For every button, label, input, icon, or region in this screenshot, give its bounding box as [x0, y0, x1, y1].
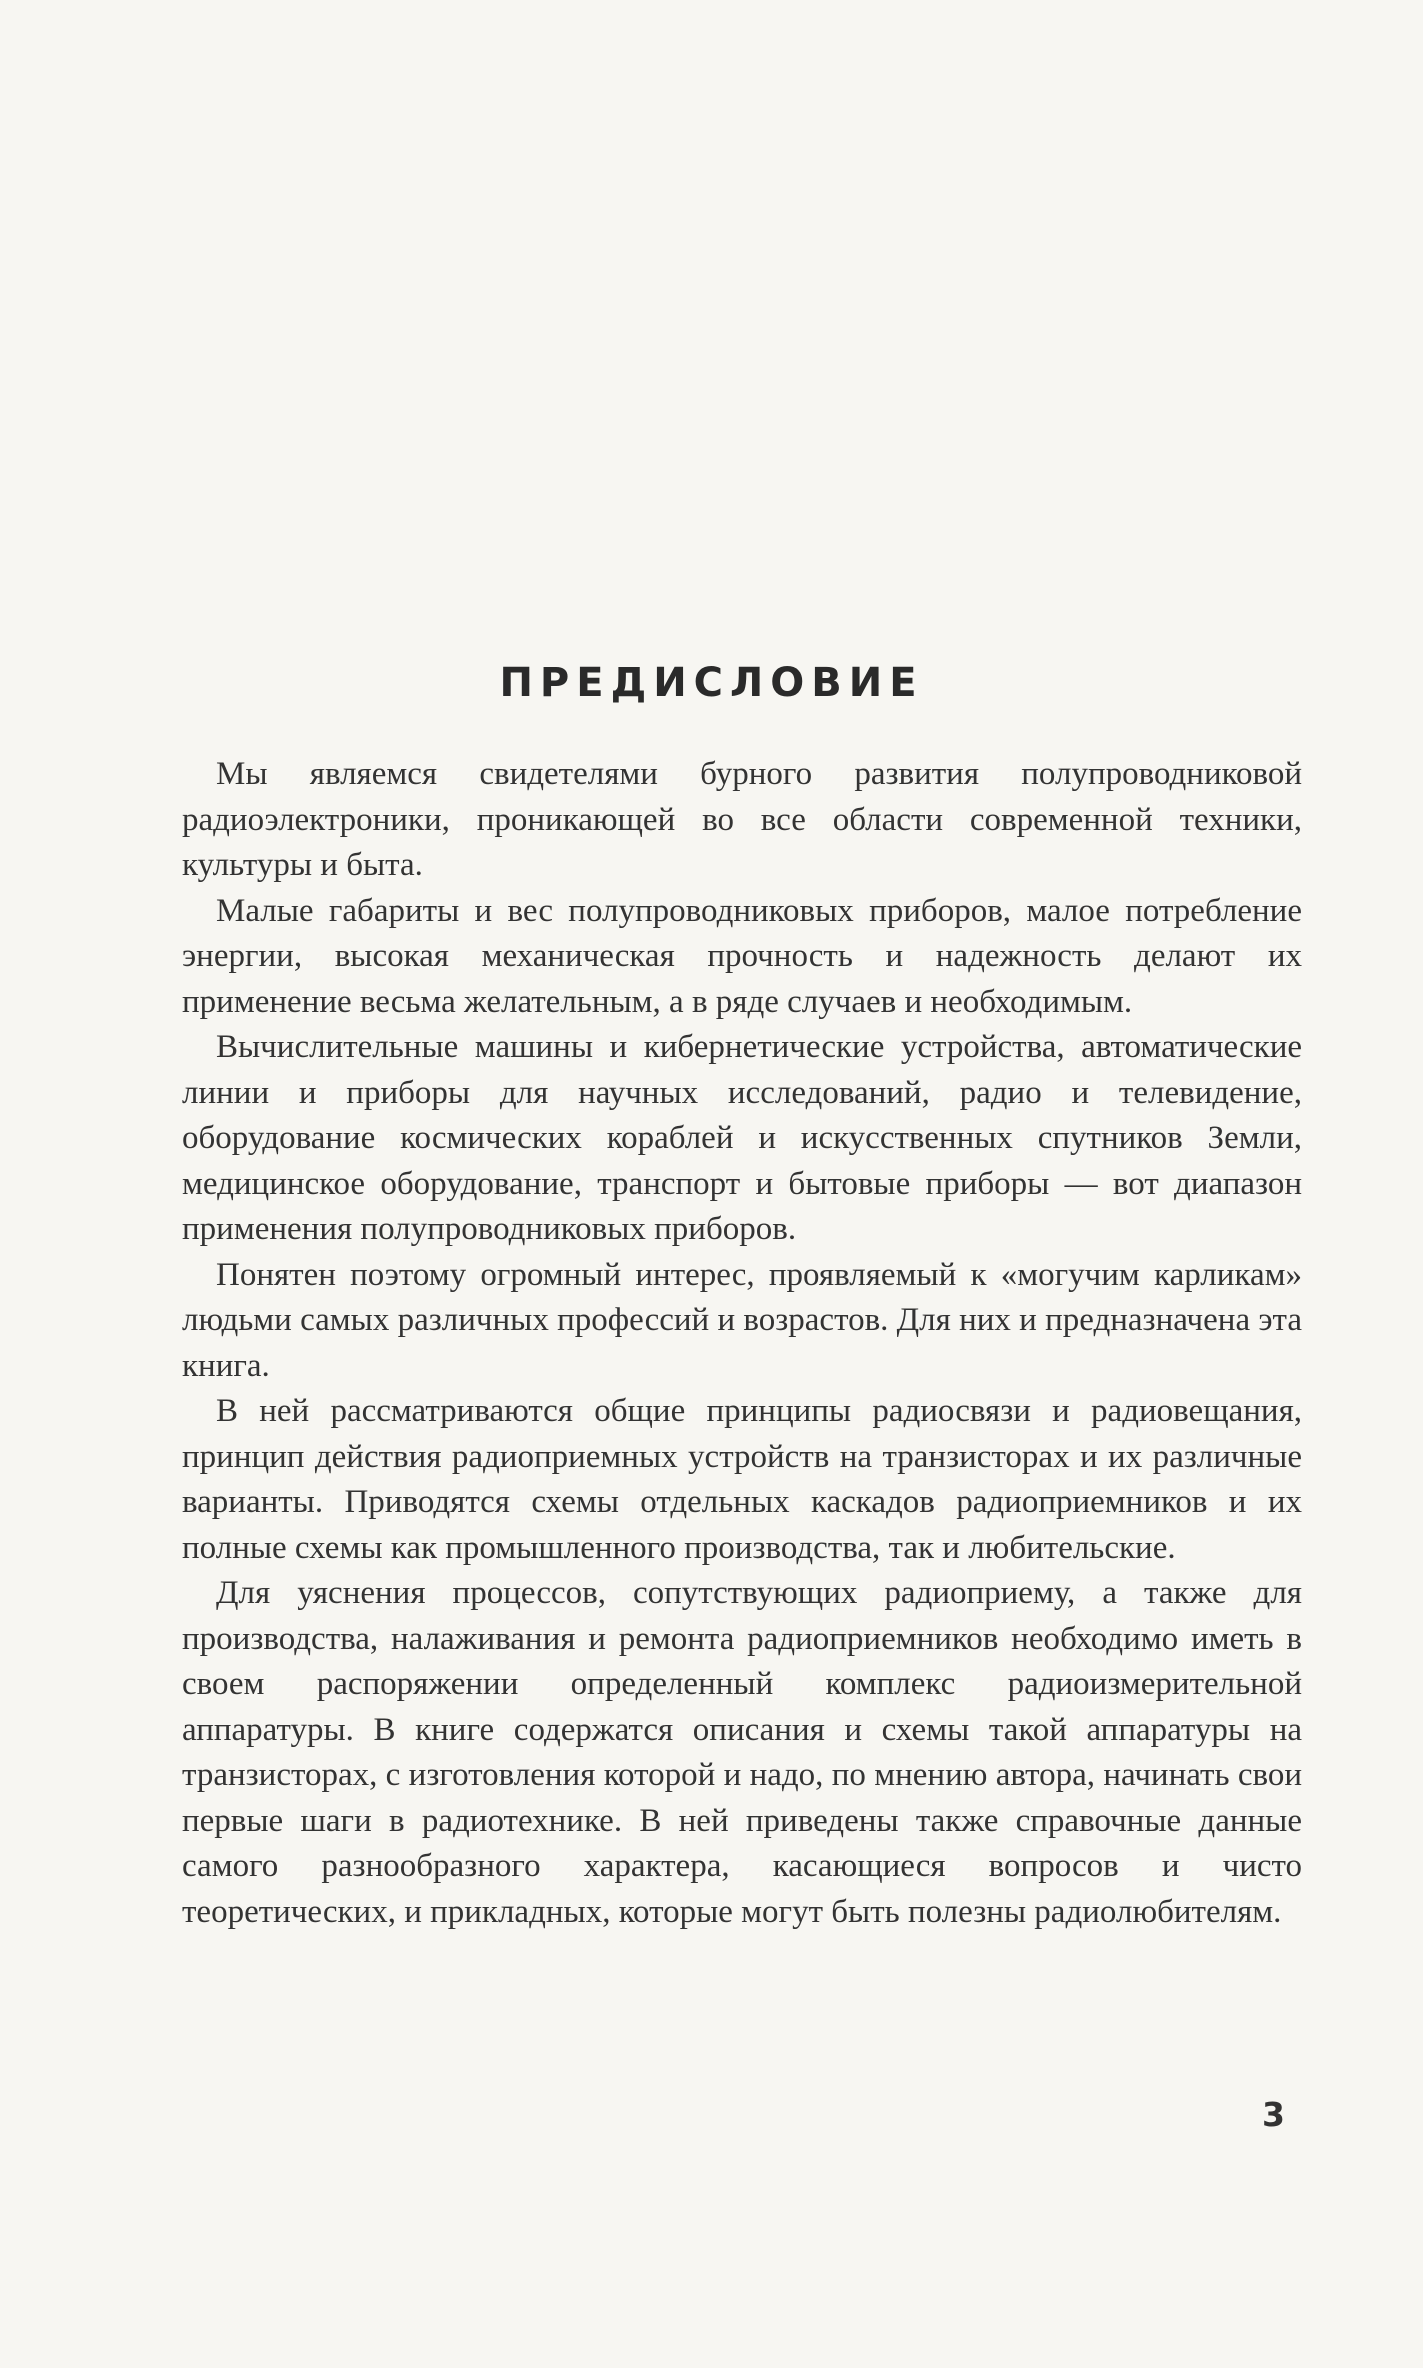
- paragraph-4: Понятен поэтому огромный интерес, проявляемый к «могучим карликам» людьми самых различных профессий и возрастов. Для них и предназначена эта книга.: [182, 1256, 1302, 1384]
- paragraph-3: Вычислительные машины и кибернетические устройства, автоматические линии и приборы для научных исследований, радио и телевидение, оборудование космических кораблей и искусственных спутников Земли, медицинское оборудование, транспорт и бытовые приборы — вот диапазон применения полупроводниковых приборов.: [182, 1029, 1302, 1247]
- page-title: ПРЕДИСЛОВИЕ: [499, 660, 924, 706]
- paragraph-1: Мы являемся свидетелями бурного развития полупроводниковой радиоэлектроники, проникающей во все области современной техники, культуры и быта.: [182, 756, 1302, 883]
- paragraph-5: В ней рассматриваются общие принципы радиосвязи и радиовещания, принцип действия радиоприемных устройств на транзисторах и их различные варианты. Приводятся схемы отдельных каскадов радиоприемников и их полные схемы как промышленного производства, так и любительские.: [182, 1393, 1302, 1566]
- preface-body: [182, 752, 1302, 1935]
- paragraph-2: Малые габариты и вес полупроводниковых приборов, малое потребление энергии, высокая механическая прочность и надежность делают их применение весьма желательным, а в ряде случаев и необходимым.: [182, 892, 1302, 1020]
- paragraph-6: Для уяснения процессов, сопутствующих радиоприему, а также для производства, налаживания и ремонта радиоприемников необходимо иметь в своем распоряжении определенный комплекс радиоизмерительной аппаратуры. В книге содержатся описания и схемы такой аппаратуры на транзисторах, с изготовления которой и надо, по мнению автора, начинать свои первые шаги в радиотехнике. В ней приведены также справочные данные самого разнообразного характера, касающиеся вопросов и чисто теоретических, и прикладных, которые могут быть полезны радиолюбителям.: [182, 1575, 1302, 1930]
- page-number: 3: [1262, 2095, 1285, 2134]
